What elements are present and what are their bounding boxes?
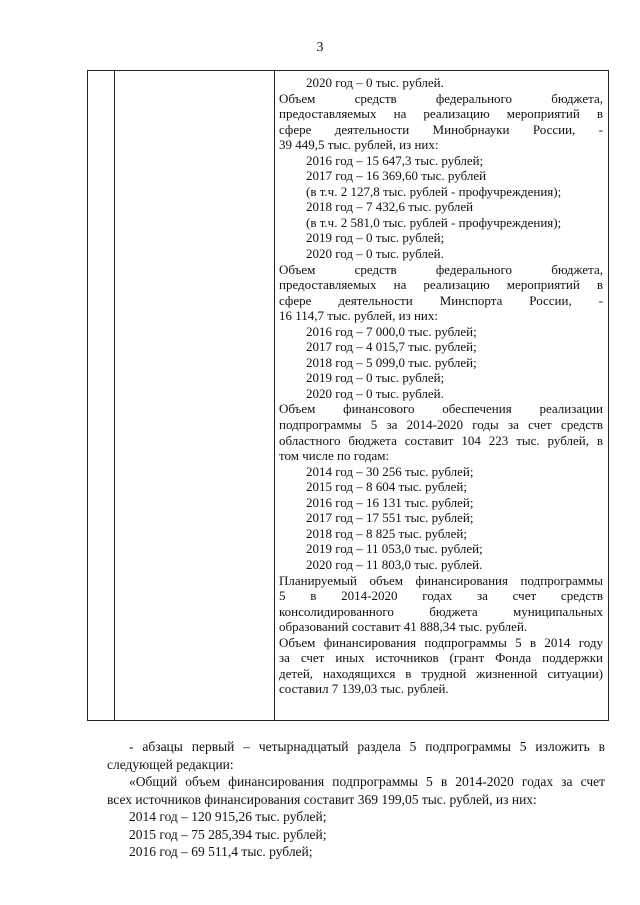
body-text-line: 2014 год – 120 915,26 тыс. рублей;: [129, 809, 327, 824]
table-text-line: 2017 год – 4 015,7 тыс. рублей;: [306, 339, 477, 355]
table-text-line: образований составит 41 888,34 тыс. рублей.: [279, 619, 528, 635]
table-text-line: сфере деятельности Минспорта России, -: [279, 292, 603, 308]
table-text-line: 2019 год – 0 тыс. рублей;: [306, 370, 445, 386]
body-text-line: следующей редакции:: [107, 756, 234, 772]
table-text-line: 2019 год – 0 тыс. рублей;: [306, 230, 445, 246]
table-text-line: 5 в 2014-2020 годах за счет средств: [279, 588, 603, 604]
table-text-line: 2014 год – 30 256 тыс. рублей;: [306, 463, 474, 479]
table-text-line: том числе по годам:: [279, 448, 390, 464]
table-text-line: 16 114,7 тыс. рублей, из них:: [279, 308, 438, 324]
table-text-line: 2020 год – 0 тыс. рублей.: [306, 246, 444, 262]
table-text-line: 2019 год – 11 053,0 тыс. рублей;: [306, 541, 483, 557]
financing-table: [87, 70, 609, 721]
table-text-line: 2018 год – 5 099,0 тыс. рублей;: [306, 354, 477, 370]
table-text-line: сфере деятельности Минобрнауки России, -: [279, 121, 603, 137]
table-text-line: 2020 год – 11 803,0 тыс. рублей.: [306, 556, 483, 572]
table-text-line: 2018 год – 8 825 тыс. рублей;: [306, 525, 467, 541]
table-text-line: 2016 год – 16 131 тыс. рублей;: [306, 494, 474, 510]
body-text-line: 2016 год – 69 511,4 тыс. рублей;: [129, 844, 313, 859]
table-text-line: 2016 год – 7 000,0 тыс. рублей;: [306, 323, 477, 339]
table-column-divider: [114, 71, 115, 720]
table-text-line: (в т.ч. 2 581,0 тыс. рублей - профучреждения);: [306, 214, 562, 230]
table-text-line: 2018 год – 7 432,6 тыс. рублей: [306, 199, 474, 215]
table-text-line: Объем средств федерального бюджета,: [279, 261, 603, 277]
table-text-line: составил 7 139,03 тыс. рублей.: [279, 681, 449, 697]
table-text-line: подпрограммы 5 за 2014-2020 годы за счет средств: [279, 417, 603, 433]
amendment-text: [107, 738, 605, 861]
table-text-line: 39 449,5 тыс. рублей, из них:: [279, 137, 439, 153]
table-text-line: 2017 год – 17 551 тыс. рублей;: [306, 510, 474, 526]
table-text-line: детей, находящихся в трудной жизненной ситуации): [279, 665, 603, 681]
table-text-line: 2016 год – 15 647,3 тыс. рублей;: [306, 152, 484, 168]
table-text-line: областного бюджета составит 104 223 тыс. рублей, в: [279, 432, 603, 448]
page-number: 3: [316, 40, 324, 55]
body-text-line: «Общий объем финансирования подпрограммы 5 в 2014-2020 годах за счет: [129, 774, 605, 789]
table-text-line: 2015 год – 8 604 тыс. рублей;: [306, 479, 467, 495]
body-text-line: 2015 год – 75 285,394 тыс. рублей;: [129, 826, 327, 842]
body-text-line: всех источников финансирования составит 369 199,05 тыс. рублей, из них:: [107, 791, 537, 807]
table-text-line: предоставляемых на реализацию мероприятий в: [279, 277, 603, 293]
financing-description-cell: [279, 75, 603, 697]
table-text-line: 2020 год – 0 тыс. рублей.: [306, 75, 444, 90]
table-text-line: Объем финансирования подпрограммы 5 в 2014 году: [279, 634, 603, 650]
table-text-line: Объем финансового обеспечения реализации: [279, 401, 603, 417]
table-text-line: предоставляемых на реализацию мероприятий в: [279, 106, 603, 122]
table-column-divider: [274, 71, 275, 720]
table-text-line: Объем средств федерального бюджета,: [279, 90, 603, 106]
table-text-line: за счет иных источников (грант Фонда поддержки: [279, 650, 603, 666]
table-text-line: (в т.ч. 2 127,8 тыс. рублей - профучреждения);: [306, 183, 562, 199]
table-text-line: 2017 год – 16 369,60 тыс. рублей: [306, 168, 487, 184]
table-text-line: консолидированного бюджета муниципальных: [279, 603, 603, 619]
body-text-line: - абзацы первый – четырнадцатый раздела 5 подпрограммы 5 изложить в: [129, 739, 605, 754]
table-text-line: Планируемый объем финансирования подпрограммы: [279, 572, 603, 588]
table-text-line: 2020 год – 0 тыс. рублей.: [306, 385, 444, 401]
